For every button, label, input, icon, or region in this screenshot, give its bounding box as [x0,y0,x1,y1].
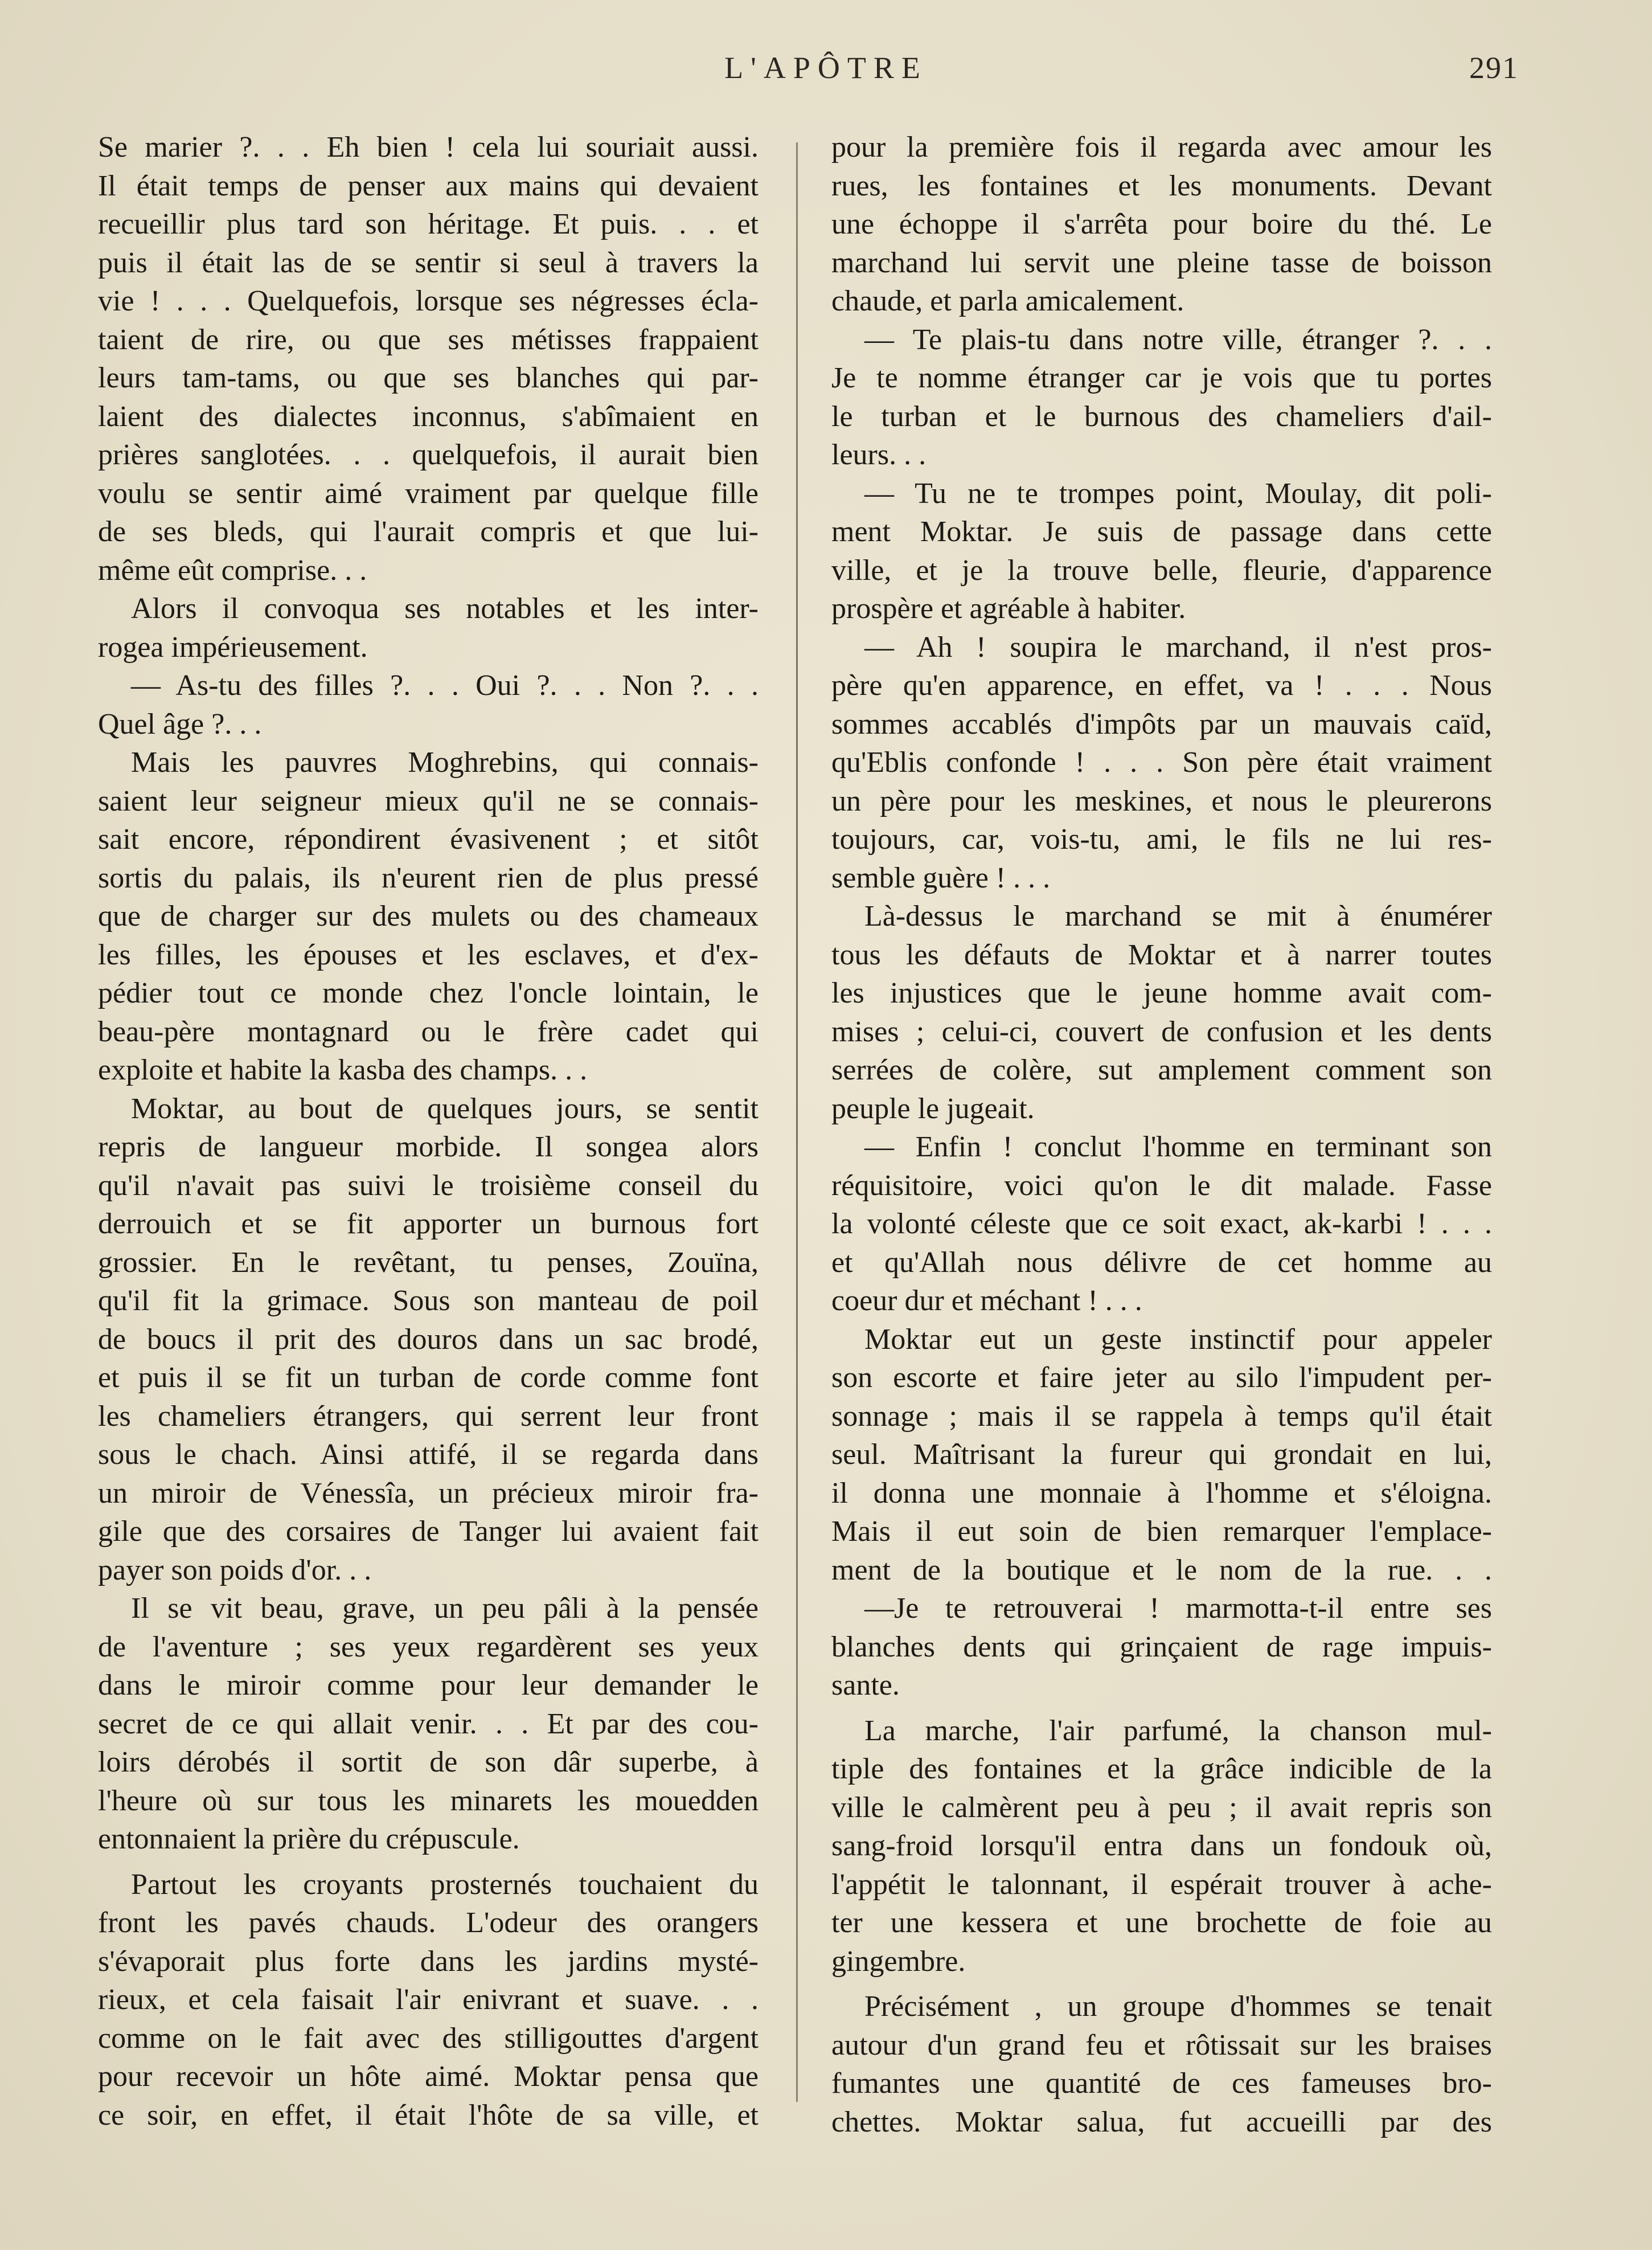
text-line: grossier. En le revêtant, tu penses, Zouïna, [98,1246,759,1279]
text-line: réquisitoire, voici qu'on le dit malade. Fasse [831,1169,1492,1202]
text-line: marchand lui servit une pleine tasse de boisson [831,246,1492,279]
running-header [0,50,1652,96]
text-line: peuple le jugeait. [831,1092,1035,1125]
text-line: Moktar eut un geste instinctif pour appeler [864,1323,1492,1356]
text-line: saient leur seigneur mieux qu'il ne se connais- [98,784,759,817]
text-line: sortis du palais, ils n'eurent rien de plus pressé [98,861,759,894]
text-line: pour la première fois il regarda avec amour les [831,131,1492,163]
text-line: puis il était las de se sentir si seul à travers la [98,246,759,279]
text-line: Se marier ?. . . Eh bien ! cela lui souriait aussi. [98,131,759,163]
text-line: leurs tam-tams, ou que ses blanches qui par- [98,362,759,394]
page-number: 291 [1469,51,1519,85]
right-text-column [831,128,1492,2141]
text-line: Mais il eut soin de bien remarquer l'emplace- [831,1515,1492,1548]
text-line: loirs dérobés il sortit de son dâr superbe, à [98,1746,759,1778]
text-line: Partout les croyants prosternés touchaient du [131,1868,759,1901]
text-line: sous le chach. Ainsi attifé, il se regarda dans [98,1438,759,1471]
column-divider [796,142,798,2102]
text-line: laient des dialectes inconnus, s'abîmaient en [98,400,759,433]
text-line: taient de rire, ou que ses métisses frappaient [98,323,759,356]
text-line: Là-dessus le marchand se mit à énumérer [864,900,1492,932]
text-line: chaude, et parla amicalement. [831,285,1184,317]
text-line: derrouich et se fit apporter un burnous fort [98,1208,759,1240]
text-line: qu'il fit la grimace. Sous son manteau de poil [98,1284,759,1317]
text-line: serrées de colère, sut amplement comment son [831,1054,1492,1086]
text-line: les chameliers étrangers, qui serrent leur front [98,1400,759,1433]
text-line: voulu se sentir aimé vraiment par quelque fille [98,477,759,510]
text-line: ville le calmèrent peu à peu ; il avait repris son [831,1791,1492,1824]
text-line: prières sanglotées. . . quelquefois, il aurait bien [98,439,759,471]
text-line: leurs. . . [831,439,927,471]
text-line: —Je te retrouverai ! marmotta-t-il entre ses [864,1592,1492,1625]
text-line: et puis il se fit un turban de corde comme font [98,1361,759,1394]
text-line: — As-tu des filles ?. . . Oui ?. . . Non ?. . . [131,669,759,702]
text-line: et qu'Allah nous délivre de cet homme au [831,1246,1492,1279]
running-title: L'APÔTRE [724,51,928,85]
text-line: — Ah ! soupira le marchand, il n'est pros- [864,631,1492,664]
left-text-column [98,128,759,2134]
text-line: fumantes une quantité de ces fameuses bro- [831,2067,1492,2100]
text-line: repris de langueur morbide. Il songea alors [98,1131,759,1163]
text-line: ment Moktar. Je suis de passage dans cette [831,516,1492,548]
text-line: La marche, l'air parfumé, la chanson mul- [864,1714,1492,1747]
text-line: le turban et le burnous des chameliers d'ail- [831,400,1492,433]
text-line: son escorte et faire jeter au silo l'impudent per- [831,1361,1492,1394]
text-line: sonnage ; mais il se rappela à temps qu'il était [831,1400,1492,1433]
text-line: seul. Maîtrisant la fureur qui grondait en lui, [831,1438,1492,1471]
text-line: — Tu ne te trompes point, Moulay, dit poli- [864,477,1492,510]
text-line: comme on le fait avec des stilligouttes d'argent [98,2022,759,2055]
text-line: entonnaient la prière du crépuscule. [98,1823,520,1855]
text-line: s'évaporait plus forte dans les jardins mysté- [98,1945,759,1978]
text-line: gile que des corsaires de Tanger lui avaient fait [98,1515,759,1548]
text-line: l'heure où sur tous les minarets les mouedden [98,1784,759,1817]
text-line: Alors il convoqua ses notables et les inter- [131,592,759,625]
text-line: qu'il n'avait pas suivi le troisième conseil du [98,1169,759,1202]
text-line: tiple des fontaines et la grâce indicible de la [831,1753,1492,1785]
text-line: sait encore, répondirent évasivenent ; et sitôt [98,823,759,856]
text-line: la volonté céleste que ce soit exact, ak-karbi ! . . . [831,1208,1492,1240]
text-line: secret de ce qui allait venir. . . Et par des cou- [98,1707,759,1740]
text-line: dans le miroir comme pour leur demander le [98,1669,759,1701]
text-line: tous les défauts de Moktar et à narrer toutes [831,938,1492,971]
text-line: Moktar, au bout de quelques jours, se sentit [131,1092,759,1125]
text-line: vie ! . . . Quelquefois, lorsque ses négresses écla- [98,285,759,317]
text-line: même eût comprise. . . [98,554,367,587]
text-line: rues, les fontaines et les monuments. Devant [831,169,1492,202]
text-line: Mais les pauvres Moghrebins, qui connais- [131,746,759,779]
text-line: recueillir plus tard son héritage. Et puis. . . et [98,208,759,240]
text-line: Je te nomme étranger car je vois que tu portes [831,362,1492,394]
text-line: ter une kessera et une brochette de foie au [831,1907,1492,1939]
text-line: ment de la boutique et le nom de la rue. . . [831,1553,1492,1586]
text-line: autour d'un grand feu et rôtissait sur les braises [831,2028,1492,2061]
text-line: semble guère ! . . . [831,861,1051,894]
text-line: ville, et je la trouve belle, fleurie, d'apparence [831,554,1492,587]
text-line: sang-froid lorsqu'il entra dans un fondouk où, [831,1830,1492,1862]
text-line: il donna une monnaie à l'homme et s'éloigna. [831,1476,1492,1509]
text-line: mises ; celui-ci, couvert de confusion et les dents [831,1015,1492,1048]
text-line: les filles, les épouses et les esclaves, et d'ex- [98,938,759,971]
text-line: rieux, et cela faisait l'air enivrant et suave. . . [98,1983,759,2016]
text-line: prospère et agréable à habiter. [831,592,1186,625]
text-line: beau-père montagnard ou le frère cadet qui [98,1015,759,1048]
text-line: sommes accablés d'impôts par un mauvais caïd, [831,707,1492,741]
text-line: coeur dur et méchant ! . . . [831,1284,1142,1317]
text-line: pour recevoir un hôte aimé. Moktar pensa que [98,2060,759,2093]
text-line: rogea impérieusement. [98,631,368,664]
text-line: père qu'en apparence, en effet, va ! . . . Nous [831,669,1492,702]
text-line: qu'Eblis confonde ! . . . Son père était vraiment [831,746,1492,779]
text-line: exploite et habite la kasba des champs. . . [98,1054,588,1086]
text-line: une échoppe il s'arrêta pour boire du thé. Le [831,208,1492,240]
text-line: Il était temps de penser aux mains qui devaient [98,169,759,202]
text-line: les injustices que le jeune homme avait com- [831,977,1492,1009]
text-line: gingembre. [831,1945,966,1978]
text-line: toujours, car, vois-tu, ami, le fils ne lui res- [831,823,1492,856]
text-line: pédier tout ce monde chez l'oncle lointain, le [98,977,759,1009]
text-line: ce soir, en effet, il était l'hôte de sa ville, et [98,2098,759,2132]
text-line: de boucs il prit des douros dans un sac brodé, [98,1323,759,1356]
text-line: que de charger sur des mulets ou des chameaux [98,900,759,932]
text-line: Il se vit beau, grave, un peu pâli à la pensée [131,1592,759,1625]
text-line: chettes. Moktar salua, fut accueilli par des [831,2105,1492,2138]
text-line: payer son poids d'or. . . [98,1553,372,1586]
text-line: blanches dents qui grinçaient de rage impuis- [831,1630,1492,1663]
text-line: un père pour les meskines, et nous le pleurerons [831,784,1492,817]
text-line: — Enfin ! conclut l'homme en terminant son [864,1131,1492,1163]
text-line: sante. [831,1669,900,1701]
text-line: de l'aventure ; ses yeux regardèrent ses yeux [98,1630,759,1663]
text-line: — Te plais-tu dans notre ville, étranger ?. . . [864,323,1492,356]
text-line: l'appétit le talonnant, il espérait trouver à ache- [831,1868,1492,1901]
text-line: Quel âge ?. . . [98,707,262,741]
text-line: de ses bleds, qui l'aurait compris et que lui- [98,516,759,548]
text-line: un miroir de Vénessîa, un précieux miroir fra- [98,1476,759,1509]
text-line: front les pavés chauds. L'odeur des orangers [98,1907,759,1939]
text-line: Précisément , un groupe d'hommes se tenait [864,1990,1492,2023]
